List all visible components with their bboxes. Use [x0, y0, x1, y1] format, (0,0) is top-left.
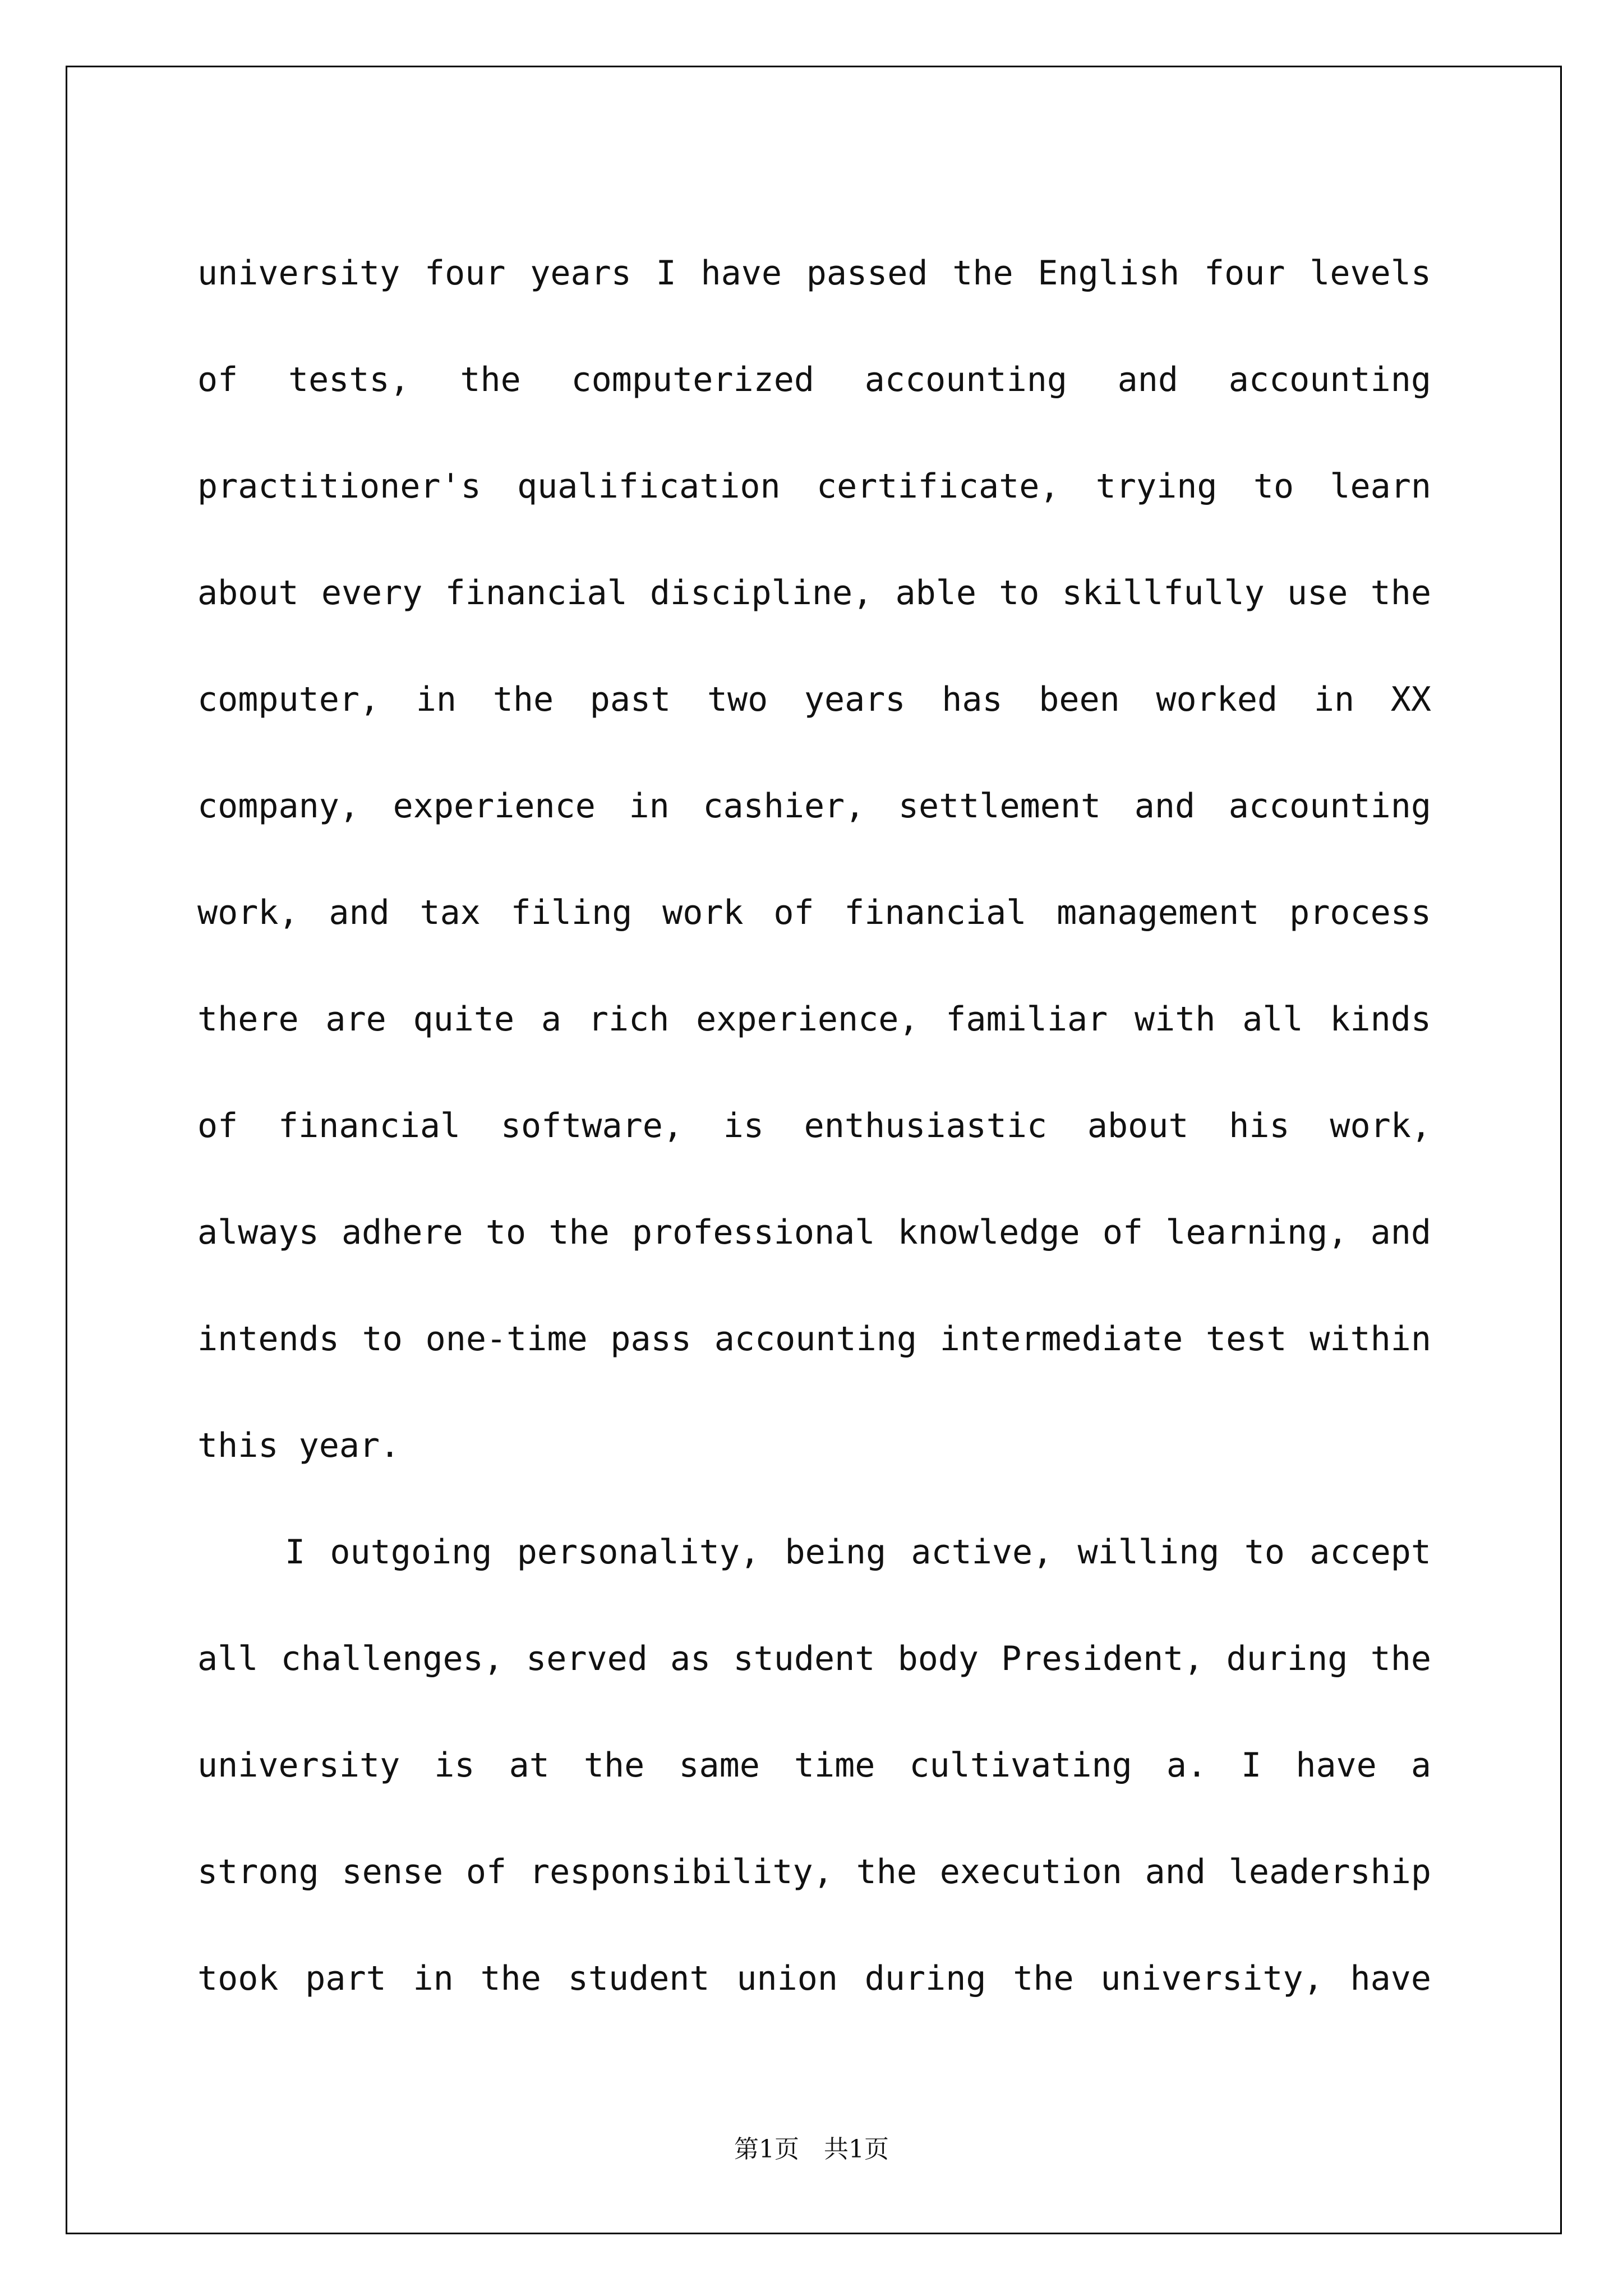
- text-line: of financial software, is enthusiastic about his work,: [197, 1106, 1431, 1145]
- text-line: of tests, the computerized accounting and accounting: [197, 360, 1431, 399]
- text-line: university four years I have passed the English four levels: [197, 254, 1431, 293]
- text-line: work, and tax filing work of financial management process: [197, 893, 1431, 932]
- page-number-footer: 第1页 共1页: [734, 2135, 889, 2164]
- text-line: this year.: [197, 1426, 400, 1465]
- text-line: strong sense of responsibility, the execution and leadership: [197, 1852, 1431, 1892]
- text-line: company, experience in cashier, settlement and accounting: [197, 786, 1431, 826]
- text-line: practitioner's qualification certificate, trying to learn: [197, 467, 1431, 506]
- paragraph-1: [197, 220, 1431, 1499]
- text-line: took part in the student union during the university, have: [197, 1959, 1431, 1998]
- text-line: university is at the same time cultivating a. I have a: [197, 1746, 1431, 1785]
- text-line: computer, in the past two years has been worked in XX: [197, 680, 1431, 719]
- paragraph-2: [197, 1499, 1431, 2032]
- text-line: all challenges, served as student body President, during the: [197, 1639, 1431, 1678]
- text-line: always adhere to the professional knowledge of learning, and: [197, 1213, 1431, 1252]
- text-line: about every financial discipline, able to skillfully use the: [197, 573, 1431, 613]
- text-line: intends to one-time pass accounting intermediate test within: [197, 1319, 1431, 1359]
- text-line: there are quite a rich experience, familiar with all kinds: [197, 1000, 1431, 1039]
- document-body: [197, 220, 1431, 2032]
- text-line: I outgoing personality, being active, willing to accept: [285, 1533, 1431, 1572]
